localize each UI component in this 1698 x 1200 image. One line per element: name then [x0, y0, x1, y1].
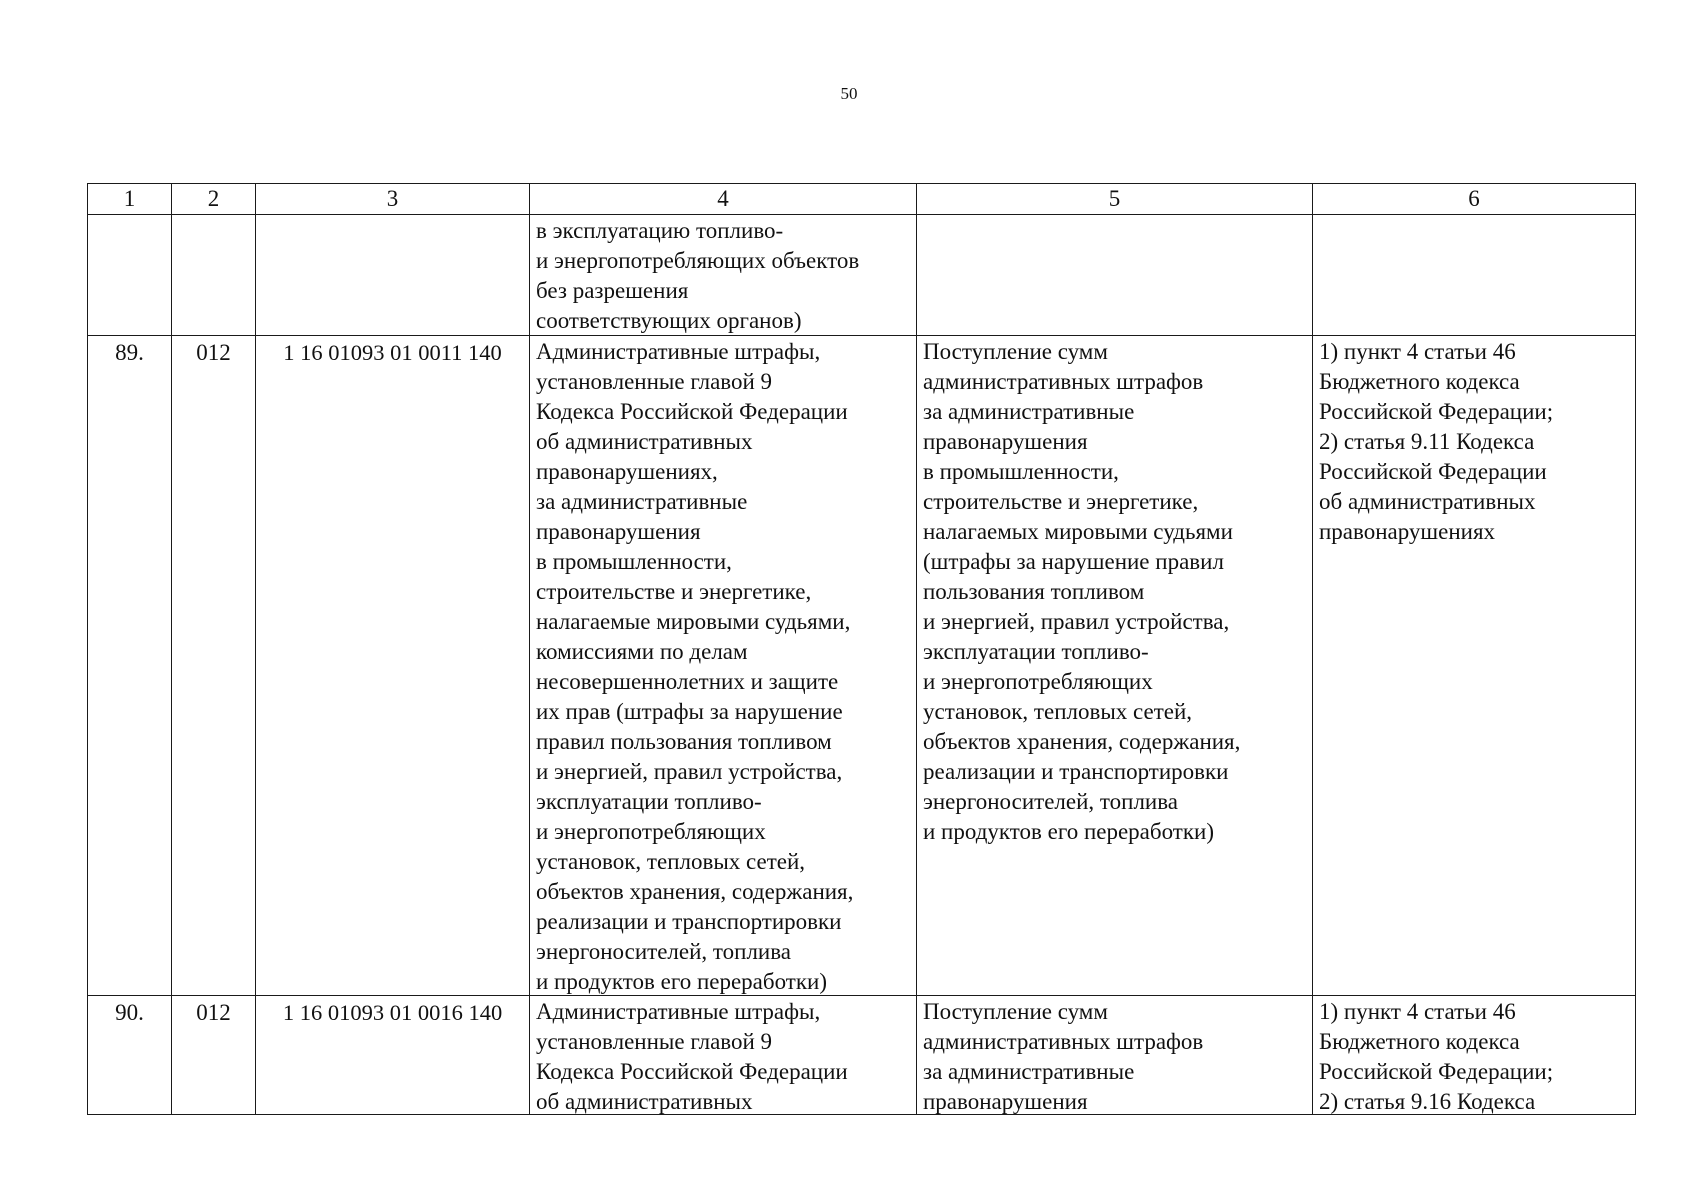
- continuation-row-admin-code: [172, 215, 256, 336]
- row-89-admin-code: 012: [172, 336, 256, 996]
- row-90-name: Административные штрафы, установленные главой 9 Кодекса Российской Федерации об административных: [530, 996, 917, 1115]
- column-header-6: 6: [1313, 184, 1636, 215]
- column-header-1: 1: [88, 184, 172, 215]
- row-89-name: Административные штрафы, установленные главой 9 Кодекса Российской Федерации об административных правонарушениях, за административные правонарушения в промышленности, строительстве и энергетике, налагаемые мировыми судьями, комиссиями по делам несовершеннолетних и защите их прав (штрафы за нарушение правил пользования топливом и энергией, правил устройства, эксплуатации топливо- и энергопотребляющих установок, тепловых сетей, объектов хранения, содержания, реализации и транспортировки энергоносителей, топлива и продуктов его переработки): [530, 336, 917, 996]
- column-header-2: 2: [172, 184, 256, 215]
- row-90-kbk: 1 16 01093 01 0016 140: [256, 996, 530, 1115]
- row-90-description: Поступление сумм административных штрафов за административные правонарушения: [917, 996, 1313, 1115]
- row-89-number: 89.: [88, 336, 172, 996]
- page-number: 50: [840, 84, 858, 103]
- column-header-4: 4: [530, 184, 917, 215]
- column-header-3: 3: [256, 184, 530, 215]
- continuation-row-description: [917, 215, 1313, 336]
- continuation-row-name: в эксплуатацию топливо- и энергопотребляющих объектов без разрешения соответствующих органов): [530, 215, 917, 336]
- row-90-legal-basis: 1) пункт 4 статьи 46 Бюджетного кодекса Российской Федерации; 2) статья 9.16 Кодекса: [1313, 996, 1636, 1115]
- row-89-description: Поступление сумм административных штрафов за административные правонарушения в промышленности, строительстве и энергетике, налагаемых мировыми судьями (штрафы за нарушение правил пользования топливом и энергией, правил устройства, эксплуатации топливо- и энергопотребляющих установок, тепловых сетей, объектов хранения, содержания, реализации и транспортировки энергоносителей, топлива и продуктов его переработки): [917, 336, 1313, 996]
- row-89-legal-basis: 1) пункт 4 статьи 46 Бюджетного кодекса Российской Федерации; 2) статья 9.11 Кодекса Российской Федерации об административных правонарушениях: [1313, 336, 1636, 996]
- continuation-row-kbk: [256, 215, 530, 336]
- column-header-5: 5: [917, 184, 1313, 215]
- budget-revenue-table: [87, 183, 1636, 1115]
- row-90-number: 90.: [88, 996, 172, 1115]
- row-89-kbk: 1 16 01093 01 0011 140: [256, 336, 530, 996]
- continuation-row-number: [88, 215, 172, 336]
- row-90-admin-code: 012: [172, 996, 256, 1115]
- continuation-row-legal-basis: [1313, 215, 1636, 336]
